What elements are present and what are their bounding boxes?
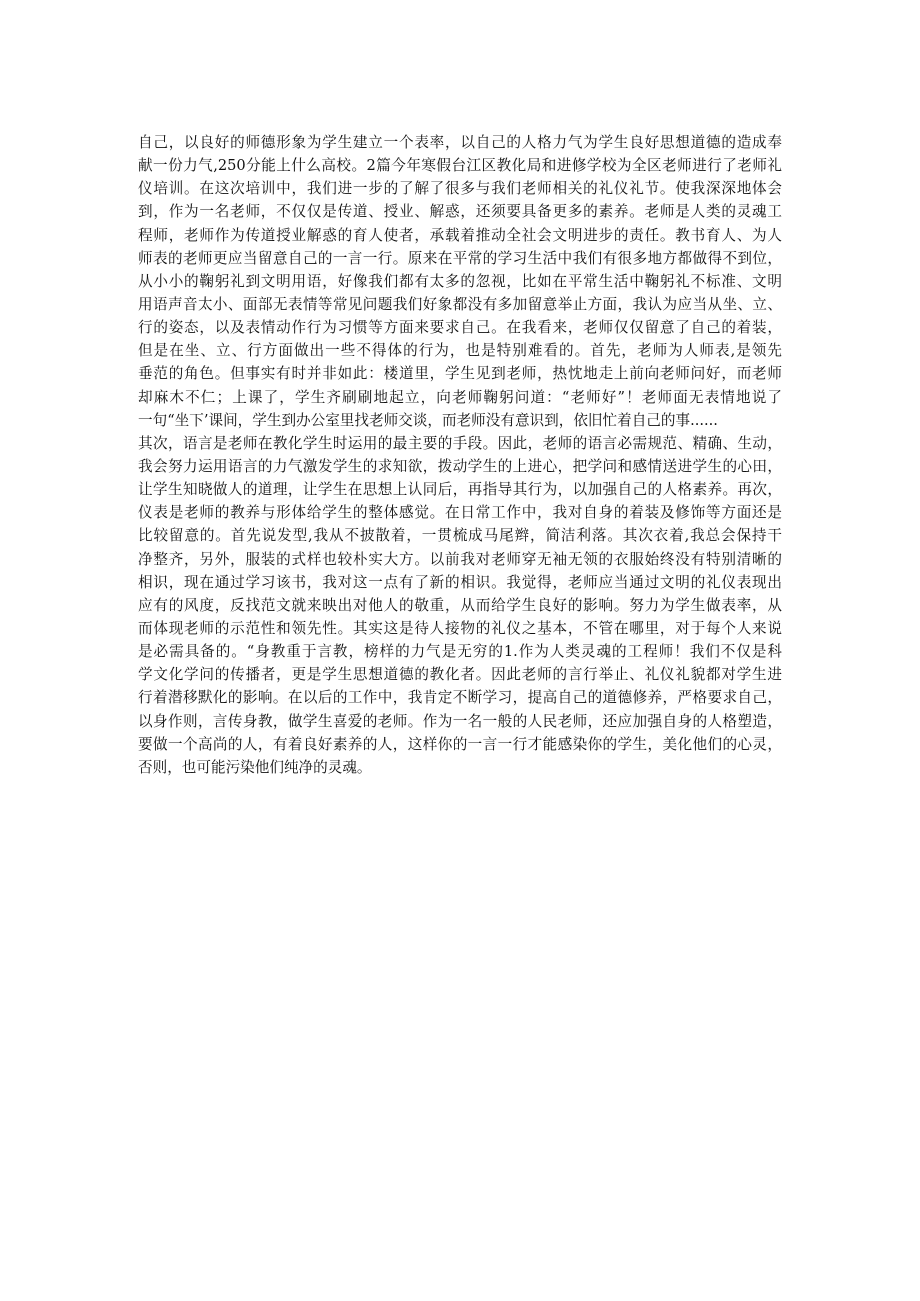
text-line: 学文化学问的传播者，更是学生思想道德的教化者。因此老师的言行举止、礼仪礼貌都对学生进 (138, 666, 782, 684)
text-line: 一句“坐下’课间，学生到办公室里找老师交谈，而老师没有意识到，依旧忙着自己的事...... (138, 411, 718, 429)
text-line: 垂范的角色。但事实有时并非如此：楼道里，学生见到老师，热忱地走上前向老师问好，而老师 (138, 365, 782, 383)
text-line: 仪培训。在这次培训中，我们进一步的了解了很多与我们老师相关的礼仪礼节。使我深深地体会 (138, 180, 782, 198)
text-line: 而体现老师的示范性和领先性。其实这是待人接物的礼仪之基本，不管在哪里，对于每个人来说 (138, 619, 782, 637)
text-line: 行着潜移默化的影响。在以后的工作中，我肯定不断学习，提高自己的道德修养，严格要求自己， (138, 689, 782, 707)
text-line: 其次，语言是老师在教化学生时运用的最主要的手段。因此，老师的语言必需规范、精确、生动， (138, 434, 782, 452)
text-line: 自己，以良好的师德形象为学生建立一个表率，以自己的人格力气为学生良好思想道德的造成奉 (138, 134, 782, 151)
text-line: 却麻木不仁；上课了，学生齐刷刷地起立，向老师鞠躬问道：“老师好”！老师面无表情地说了 (138, 388, 782, 406)
text-line: 比较留意的。首先说发型,我从不披散着，一贯梳成马尾辫，简洁利落。其次衣着,我总会保持干 (138, 527, 782, 545)
text-line: 仪表是老师的教养与形体给学生的整体感觉。在日常工作中，我对自身的着装及修饰等方面还是 (138, 504, 782, 522)
text-line: 程师，老师作为传道授业解惑的育人使者，承载着推动全社会文明进步的责任。教书育人、为人 (138, 226, 782, 244)
text-line: 应有的风度，反找范文就来映出对他人的敬重，从而给学生良好的影响。努力为学生做表率，从 (138, 596, 782, 614)
body-paragraph (138, 131, 782, 779)
text-line: 师表的老师更应当留意自己的一言一行。原来在平常的学习生活中我们有很多地方都做得不到位， (138, 249, 782, 267)
text-line: 从小小的鞠躬礼到文明用语，好像我们都有太多的忽视，比如在平常生活中鞠躬礼不标准、文明 (138, 272, 782, 290)
text-line: 以身作则，言传身教，做学生喜爱的老师。作为一名一般的人民老师，还应加强自身的人格塑造， (138, 712, 782, 730)
text-line: 是必需具备的。“身教重于言教，榜样的力气是无穷的1.作为人类灵魂的工程师！我们不仅是科 (138, 643, 782, 661)
text-line: 但是在坐、立、行方面做出一些不得体的行为，也是特别难看的。首先，老师为人师表,是领先 (138, 342, 782, 360)
text-line: 行的姿态，以及表情动作行为习惯等方面来要求自己。在我看来，老师仅仅留意了自己的着装， (138, 319, 782, 337)
text-line: 相识，现在通过学习该书，我对这一点有了新的相识。我觉得，老师应当通过文明的礼仪表现出 (138, 573, 782, 591)
text-line: 我会努力运用语言的力气激发学生的求知欲，拨动学生的上进心，把学问和感情送进学生的心田， (138, 457, 782, 475)
text-line: 否则，也可能污染他们纯净的灵魂。 (138, 758, 372, 776)
text-line: 到，作为一名老师，不仅仅是传道、授业、解惑，还须要具备更多的素养。老师是人类的灵魂工 (138, 203, 782, 221)
text-line: 让学生知晓做人的道理，让学生在思想上认同后，再指导其行为，以加强自己的人格素养。再次， (138, 481, 782, 499)
text-line: 要做一个高尚的人，有着良好素养的人，这样你的一言一行才能感染你的学生，美化他们的心灵， (138, 735, 782, 753)
text-line: 献一份力气,250分能上什么高校。2篇今年寒假台江区教化局和进修学校为全区老师进行了老师礼 (138, 157, 782, 175)
text-line: 净整齐，另外，服装的式样也较朴实大方。以前我对老师穿无袖无领的衣服始终没有特别清晰的 (138, 550, 782, 568)
text-line: 用语声音太小、面部无表情等常见问题我们好象都没有多加留意举止方面，我认为应当从坐、立、 (138, 295, 782, 313)
